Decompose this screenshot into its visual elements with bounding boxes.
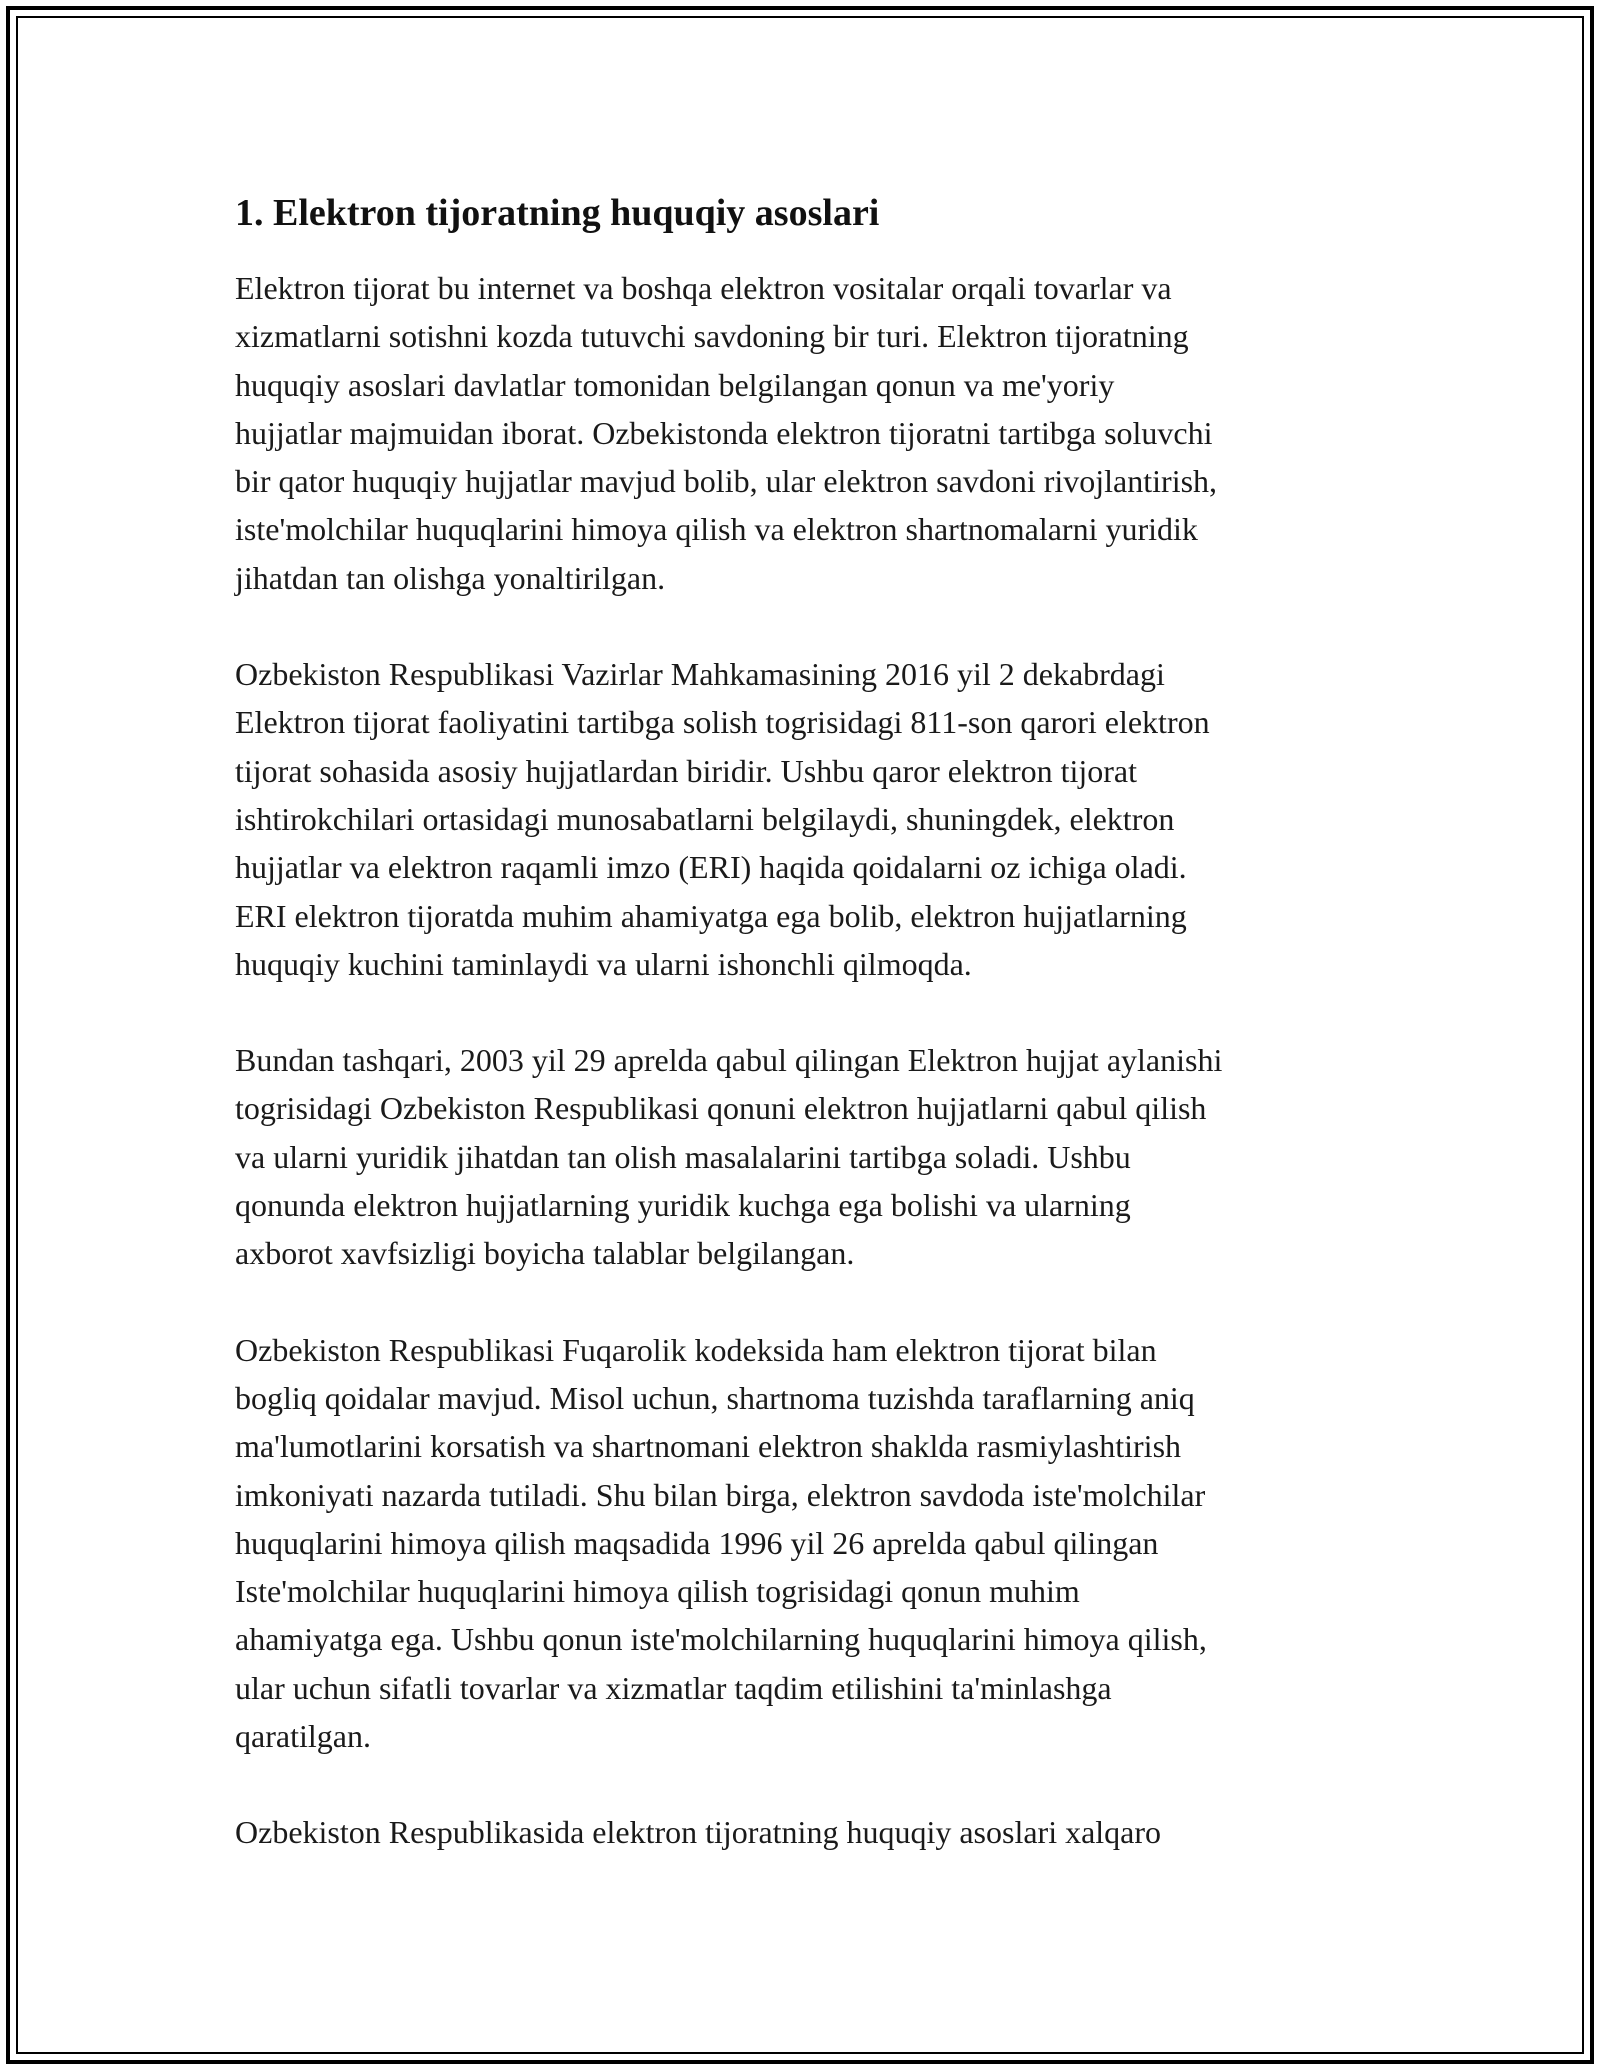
paragraph-4: Ozbekiston Respublikasi Fuqarolik kodeksida ham elektron tijorat bilan bogliq qoidalar mavjud. Misol uchun, shartnoma tuzishda taraflarning aniq ma'lumotlarini korsatish va shartnomani elektron shaklda rasmiylashtirish imkoniyati nazarda tutiladi. Shu bilan birga, elektron savdoda iste'molchilar huquqlarini himoya qilish maqsadida 1996 yil 26 aprelda qabul qilingan Iste'molchilar huquqlarini himoya qilish togrisidagi qonun muhim ahamiyatga ega. Ushbu qonun iste'molchilarning huquqlarini himoya qilish, ular uchun sifatli tovarlar va xizmatlar taqdim etilishini ta'minlashga qaratilgan. [235, 1331, 1207, 1755]
paragraph-5: Ozbekiston Respublikasida elektron tijoratning huquqiy asoslari xalqaro [235, 1814, 1162, 1851]
paragraph-2: Ozbekiston Respublikasi Vazirlar Mahkamasining 2016 yil 2 dekabrdagi Elektron tijorat faoliyatini tartibga solish togrisidagi 811-son qarori elektron tijorat sohasida asosiy hujjatlardan biridir. Ushbu qaror elektron tijorat ishtirokchilari ortasidagi munosabatlarni belgilaydi, shuningdek, elektron hujjatlar va elektron raqamli imzo (ERI) haqida qoidalarni oz ichiga oladi. ERI elektron tijoratda muhim ahamiyatga ega bolib, elektron hujjatlarning huquqiy kuchini taminlaydi va ularni ishonchli qilmoqda. [235, 656, 1210, 982]
section-heading: 1. Elektron tijoratning huquqiy asoslari [235, 192, 880, 234]
document-body [235, 186, 1375, 1857]
paragraph-3: Bundan tashqari, 2003 yil 29 aprelda qabul qilingan Elektron hujjat aylanishi togrisidagi Ozbekiston Respublikasi qonuni elektron hujjatlarni qabul qilish va ularni yuridik jihatdan tan olish masalalarini tartibga soladi. Ushbu qonunda elektron hujjatlarning yuridik kuchga ega bolishi va ularning axborot xavfsizligi boyicha talablar belgilangan. [235, 1042, 1223, 1272]
paragraph-1: Elektron tijorat bu internet va boshqa elektron vositalar orqali tovarlar va xizmatlarni sotishni kozda tutuvchi savdoning bir turi. Elektron tijoratning huquqiy asoslari davlatlar tomonidan belgilangan qonun va me'yoriy hujjatlar majmuidan iborat. Ozbekistonda elektron tijoratni tartibga soluvchi bir qator huquqiy hujjatlar mavjud bolib, ular elektron savdoni rivojlantirish, iste'molchilar huquqlarini himoya qilish va elektron shartnomalarni yuridik jihatdan tan olishga yonaltirilgan. [235, 270, 1218, 596]
